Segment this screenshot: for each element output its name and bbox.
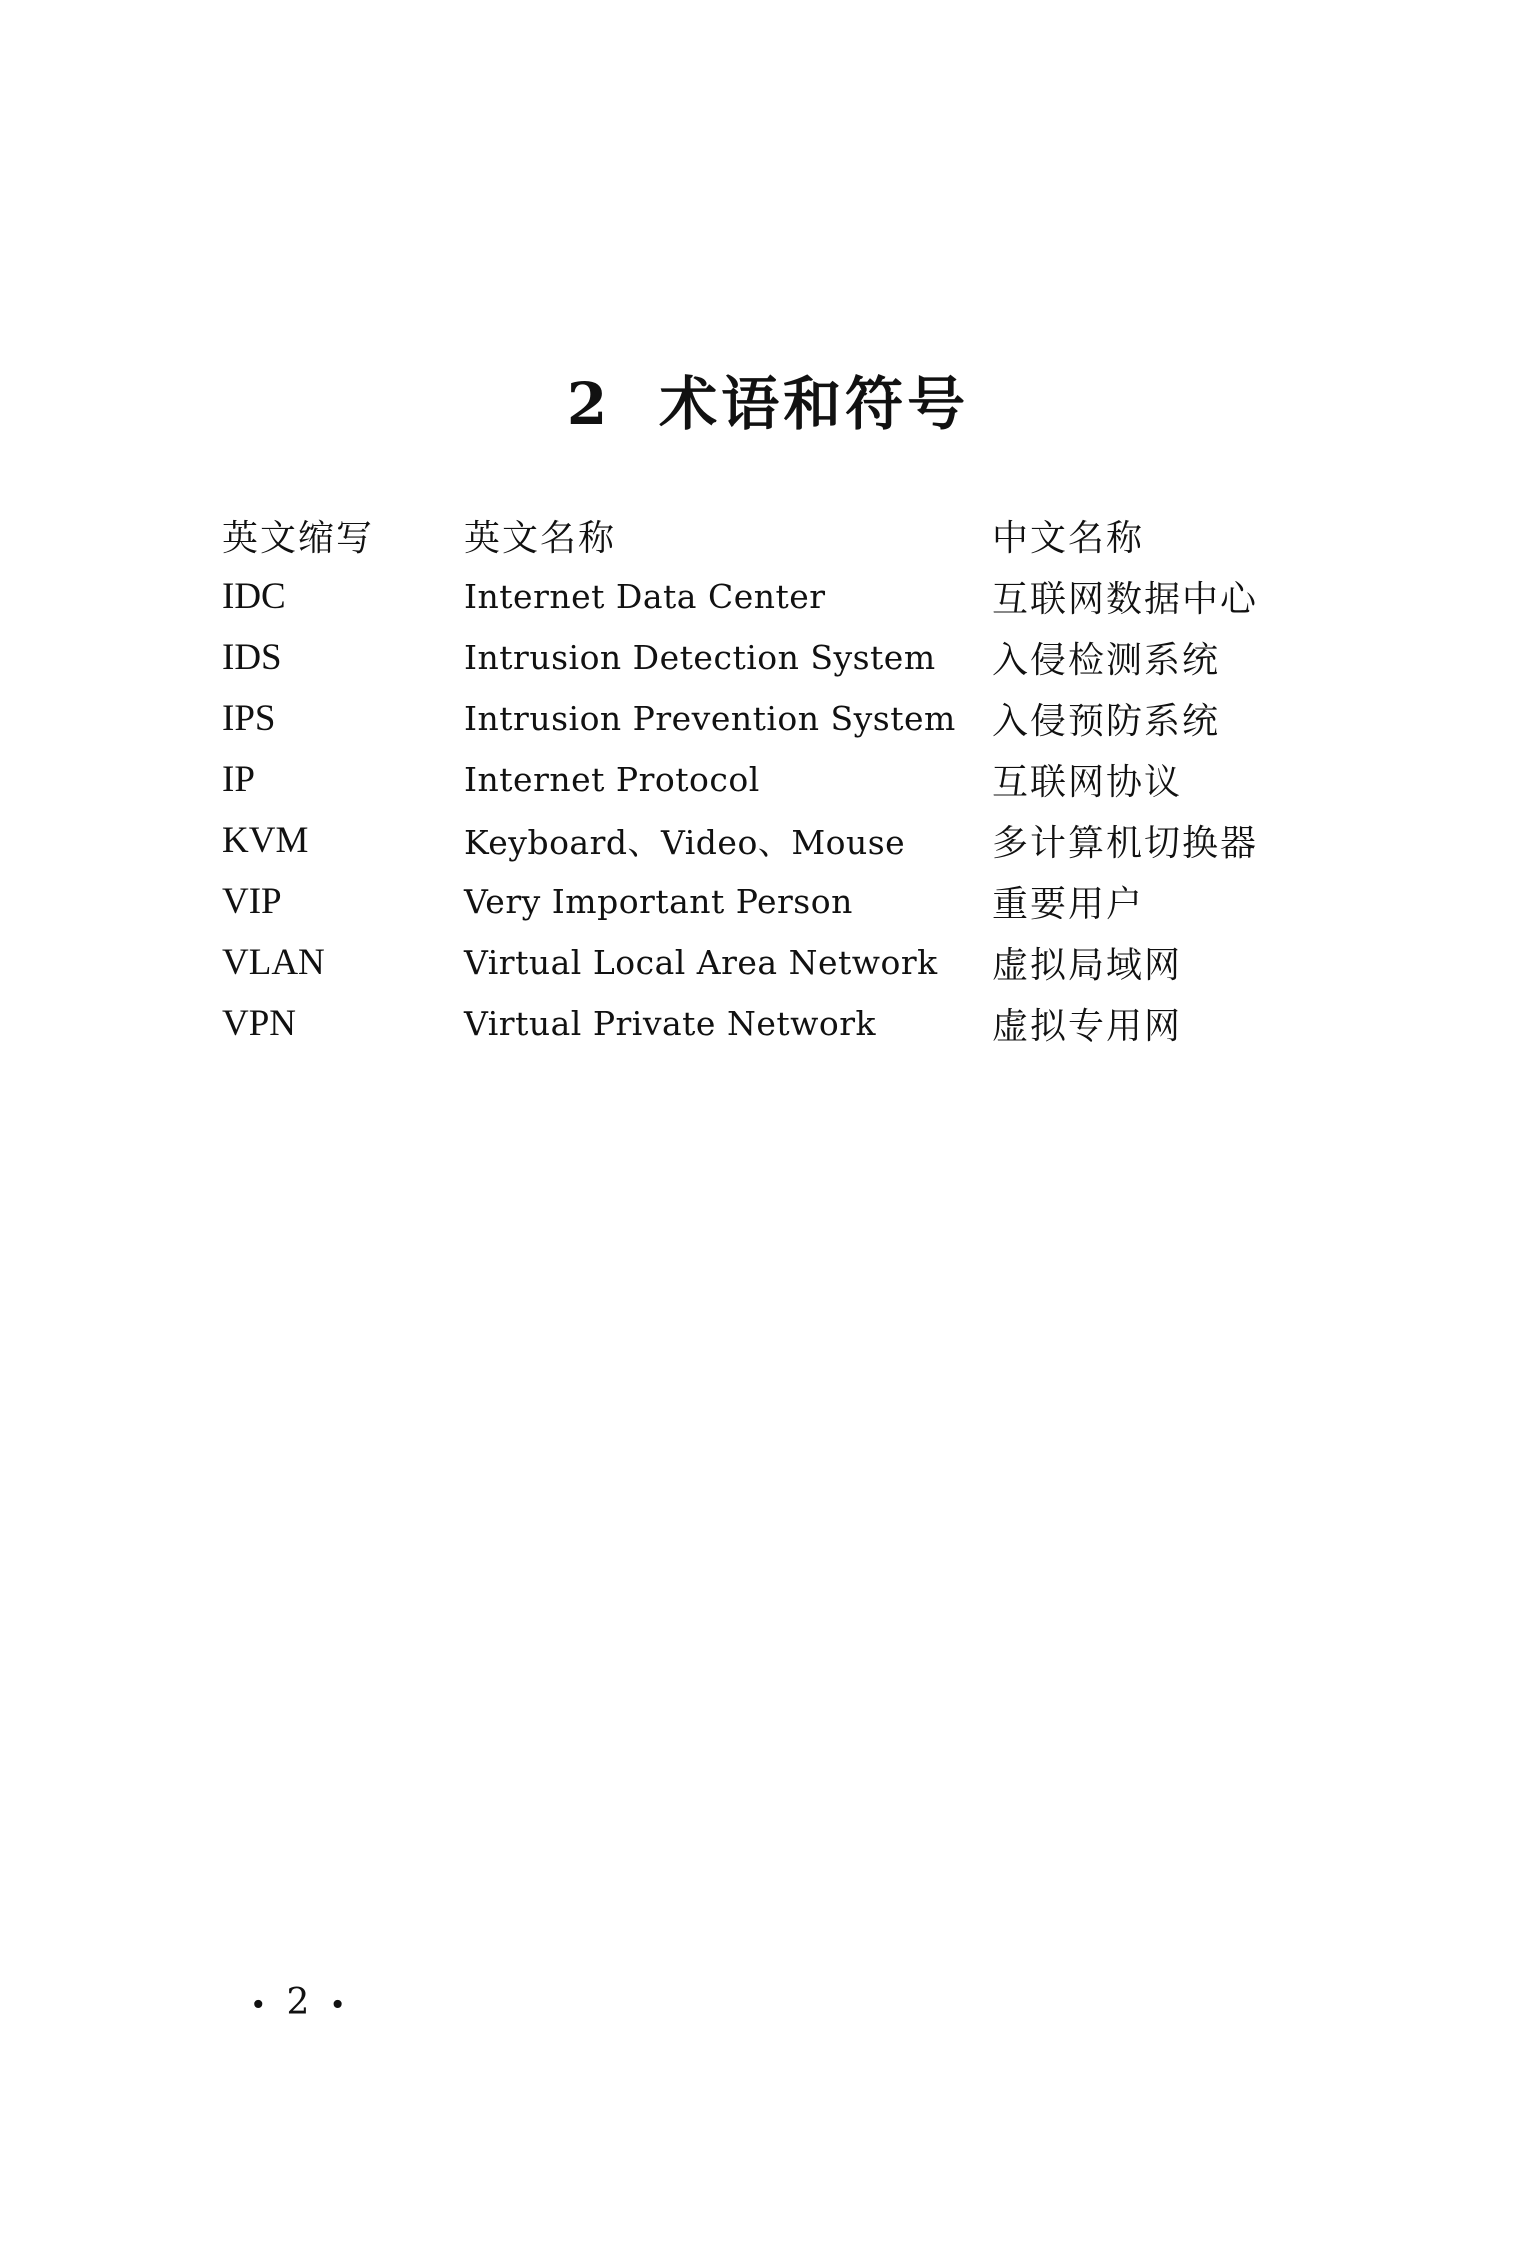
term-abbr: IDC bbox=[222, 576, 286, 617]
table-row bbox=[222, 993, 1282, 1054]
term-en: Internet Protocol bbox=[464, 760, 760, 799]
page-title bbox=[0, 357, 1536, 441]
term-en: Very Important Person bbox=[464, 882, 853, 921]
term-abbr: IPS bbox=[222, 698, 276, 739]
term-zh: 入侵预防系统 bbox=[992, 701, 1221, 742]
term-abbr: IP bbox=[222, 759, 255, 800]
term-en: Intrusion Prevention System bbox=[464, 699, 956, 738]
header-abbr: 英文缩写 bbox=[222, 518, 375, 559]
term-zh: 重要用户 bbox=[992, 884, 1145, 925]
term-zh: 多计算机切换器 bbox=[992, 823, 1259, 864]
terms-table-header bbox=[222, 505, 1282, 566]
term-abbr: VLAN bbox=[222, 942, 325, 983]
term-zh: 虚拟局域网 bbox=[992, 945, 1183, 986]
term-en: Internet Data Center bbox=[464, 577, 826, 616]
term-abbr: VIP bbox=[222, 881, 282, 922]
table-row bbox=[222, 688, 1282, 749]
page-number-bullet-right: • bbox=[329, 1988, 346, 2022]
term-abbr: VPN bbox=[222, 1003, 297, 1044]
header-zh: 中文名称 bbox=[992, 518, 1145, 559]
term-zh: 虚拟专用网 bbox=[992, 1006, 1183, 1047]
table-row bbox=[222, 566, 1282, 627]
term-en: Virtual Private Network bbox=[464, 1004, 876, 1043]
term-abbr: IDS bbox=[222, 637, 282, 678]
terms-table bbox=[222, 505, 1282, 1054]
table-row bbox=[222, 627, 1282, 688]
table-row bbox=[222, 810, 1282, 871]
table-row bbox=[222, 749, 1282, 810]
page-number-value: 2 bbox=[286, 1982, 310, 2023]
page-number bbox=[250, 1982, 346, 2023]
term-en: Keyboard、Video、Mouse bbox=[464, 823, 906, 862]
table-row bbox=[222, 871, 1282, 932]
table-row bbox=[222, 932, 1282, 993]
section-title: 术语和符号 bbox=[659, 369, 970, 438]
term-en: Intrusion Detection System bbox=[464, 638, 936, 677]
header-en: 英文名称 bbox=[464, 518, 617, 559]
section-number: 2 bbox=[566, 369, 612, 438]
term-zh: 互联网协议 bbox=[992, 762, 1183, 803]
page-number-bullet-left: • bbox=[250, 1988, 267, 2022]
term-zh: 入侵检测系统 bbox=[992, 640, 1221, 681]
term-zh: 互联网数据中心 bbox=[992, 579, 1259, 620]
term-en: Virtual Local Area Network bbox=[464, 943, 938, 982]
term-abbr: KVM bbox=[222, 820, 309, 861]
